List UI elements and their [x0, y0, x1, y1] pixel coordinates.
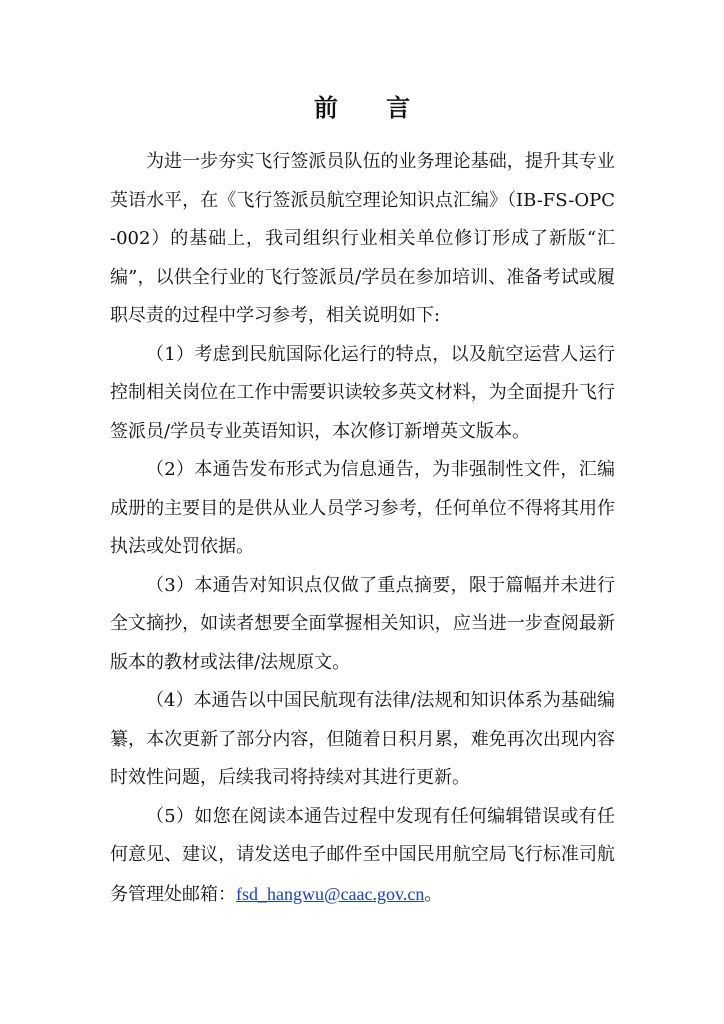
document-body [110, 143, 615, 914]
email-link[interactable]: fsd_hangwu@caac.gov.cn [236, 883, 425, 904]
page-title: 前 言 [313, 93, 431, 122]
item-5-text: （5）如您在阅读本通告过程中发现有任何编辑错误或有任何意见、建议，请发送电子邮件至中国民用航空局飞行标准司航务管理处邮箱： [110, 805, 615, 905]
intro-paragraph: 为进一步夯实飞行签派员队伍的业务理论基础，提升其专业英语水平，在《飞行签派员航空理论知识点汇编》（IB-FS-OPC-002）的基础上，我司组织行业相关单位修订形成了新版“汇编”，以供全行业的飞行签派员/学员在参加培训、准备考试或履职尽责的过程中学习参考，相关说明如下: [110, 151, 615, 326]
item-4-paragraph: （4）本通告以中国民航现有法律/法规和知识体系为基础编纂，本次更新了部分内容，但随着日积月累，难免再次出现内容时效性问题，后续我司将持续对其进行更新。 [110, 690, 615, 788]
item-5-paragraph [110, 798, 615, 915]
item-3-paragraph: （3）本通告对知识点仅做了重点摘要，限于篇幅并未进行全文摘抄，如读者想要全面掌握相关知识，应当进一步查阅最新版本的教材或法律/法规原文。 [110, 574, 615, 673]
item-2-paragraph: （2）本通告发布形式为信息通告，为非强制性文件，汇编成册的主要目的是供从业人员学习参考，任何单位不得将其用作执法或处罚依据。 [110, 459, 615, 557]
item-1-paragraph: （1）考虑到民航国际化运行的特点，以及航空运营人运行控制相关岗位在工作中需要识读较多英文材料，为全面提升飞行签派员/学员专业英语知识，本次修订新增英文版本。 [110, 343, 615, 442]
item-5-end: 。 [424, 883, 443, 905]
